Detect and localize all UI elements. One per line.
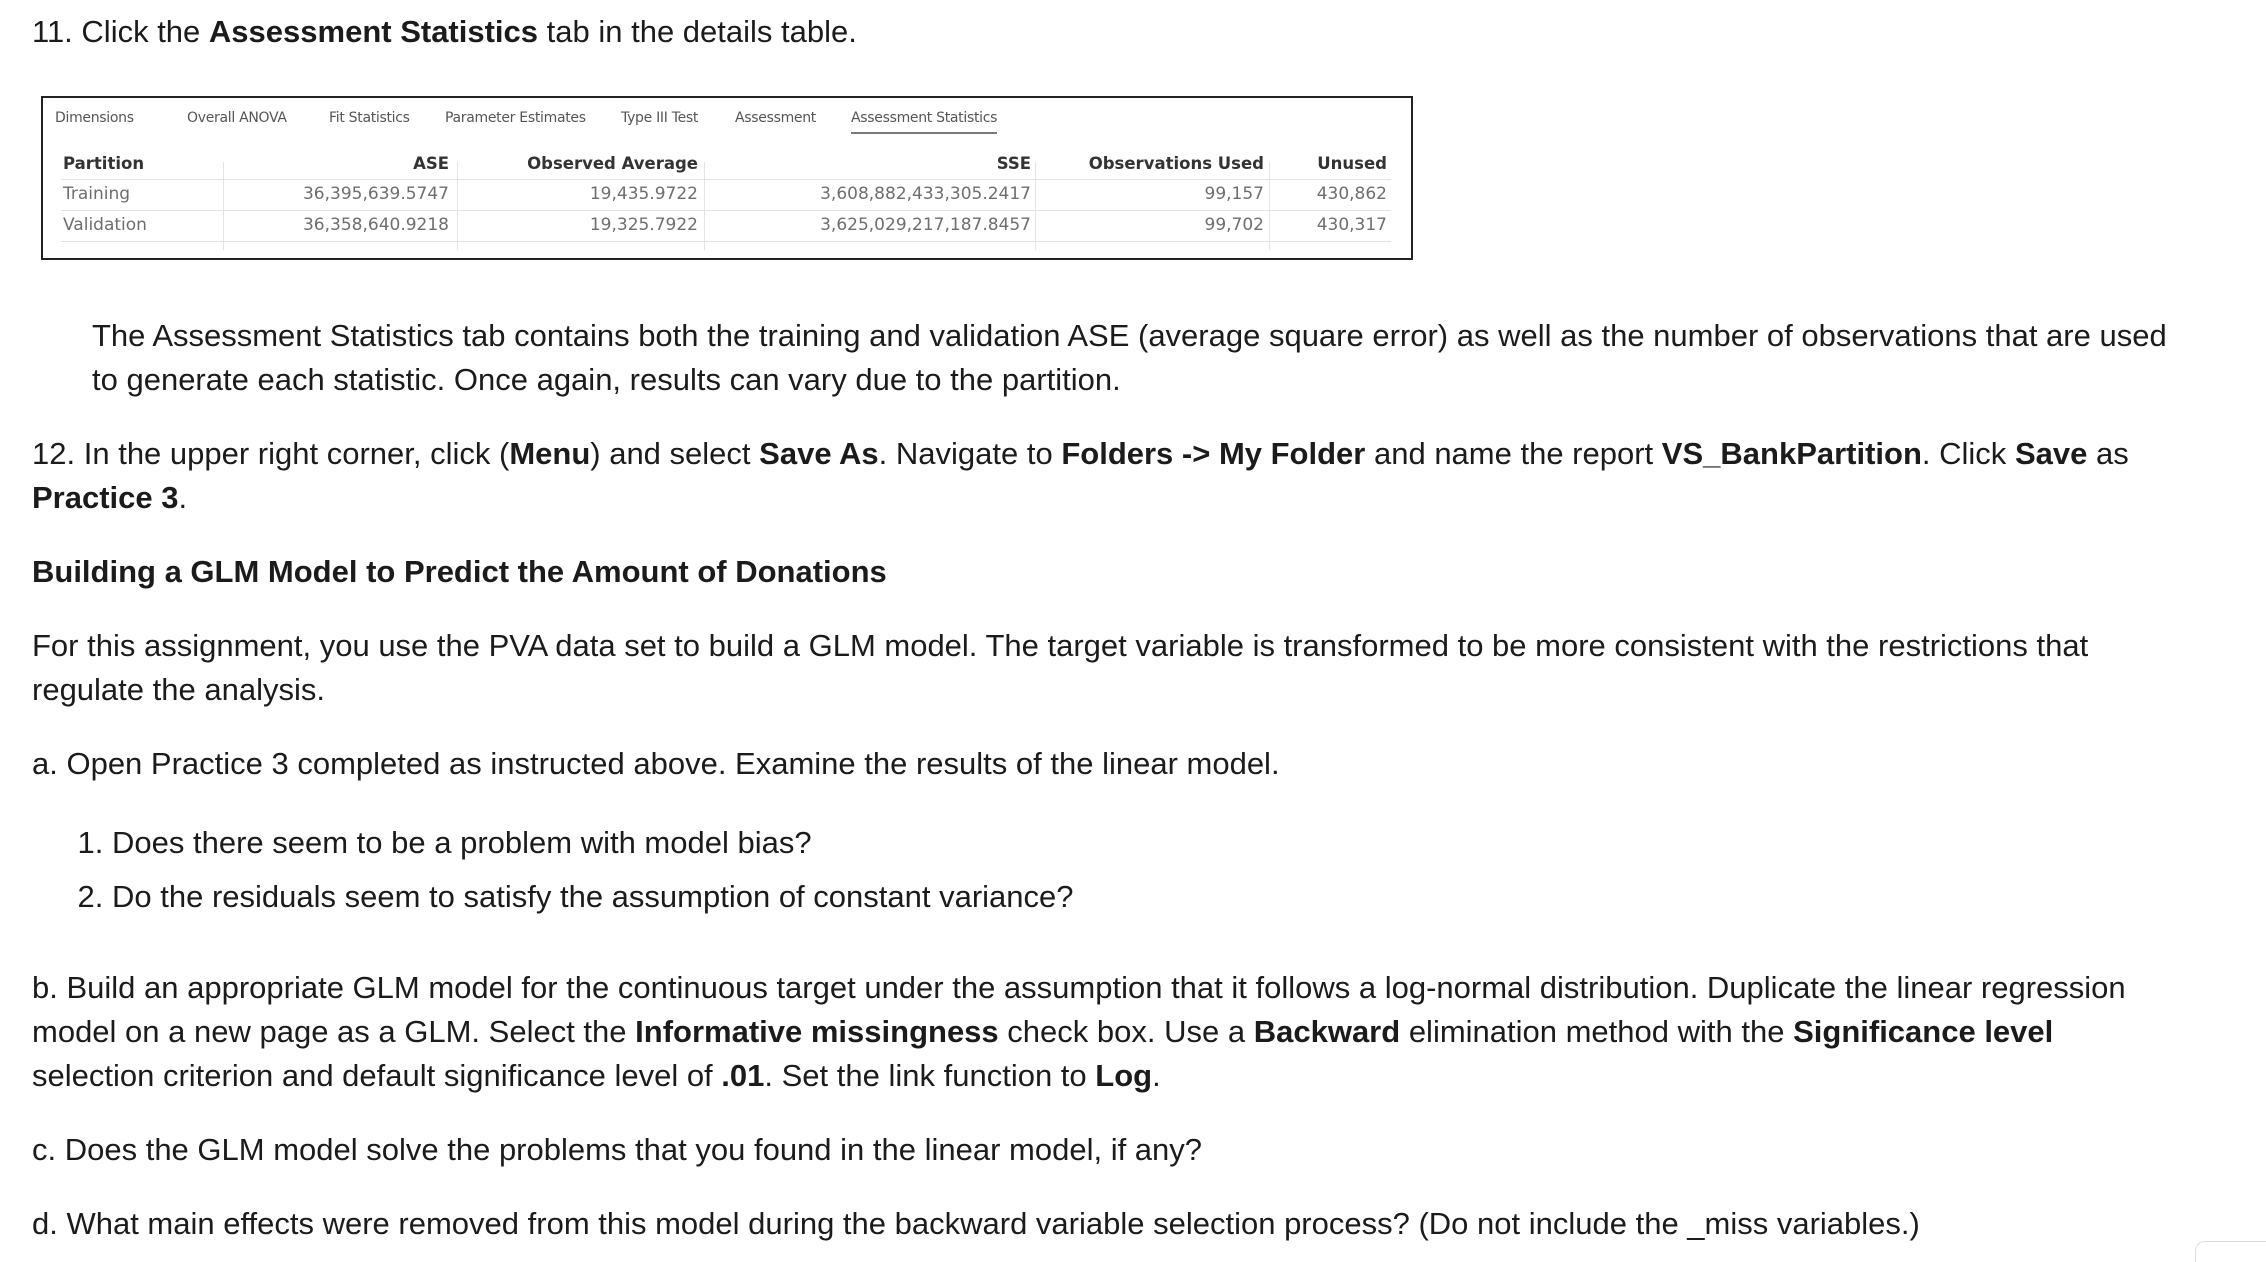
observations-used-cell: 99,702 bbox=[1204, 215, 1264, 235]
section-heading: Building a GLM Model to Predict the Amount of Donations bbox=[32, 554, 887, 589]
part-b-line-2: model on a new page as a GLM. Select the Informative missingness check box. Use a Backward elimination method with the Significance level bbox=[32, 1014, 2054, 1049]
report-name-term: VS_BankPartition bbox=[1661, 436, 1922, 471]
assessment-statistics-term: Assessment Statistics bbox=[208, 14, 539, 49]
partition-cell: Validation bbox=[63, 215, 147, 235]
column-header-observed-average[interactable]: Observed Average bbox=[527, 154, 698, 173]
part-c-question: c. Does the GLM model solve the problems that you found in the linear model, if any? bbox=[32, 1132, 1203, 1167]
menu-term: Menu bbox=[509, 436, 591, 471]
informative-missingness-term: Informative missingness bbox=[635, 1014, 999, 1049]
observations-used-cell: 99,157 bbox=[1204, 184, 1264, 204]
step-12-instruction-continued: Practice 3. bbox=[32, 480, 188, 515]
column-header-unused[interactable]: Unused bbox=[1317, 154, 1387, 173]
details-table-screenshot bbox=[41, 96, 1413, 260]
unused-cell: 430,862 bbox=[1316, 184, 1387, 204]
step-number: 11. bbox=[32, 14, 73, 49]
significance-value-term: .01 bbox=[721, 1058, 765, 1093]
unused-cell: 430,317 bbox=[1316, 215, 1387, 235]
tab-type-iii-test[interactable]: Type III Test bbox=[621, 110, 699, 126]
part-d-question: d. What main effects were removed from this model during the backward variable selection process? (Do not include the _miss variables.) bbox=[32, 1206, 1920, 1241]
backward-term: Backward bbox=[1253, 1014, 1401, 1049]
intro-paragraph-line-1: For this assignment, you use the PVA data set to build a GLM model. The target variable is transformed to be more consistent with the restrictions that bbox=[32, 628, 2089, 663]
observed-average-cell: 19,325.7922 bbox=[589, 215, 698, 235]
column-header-ase[interactable]: ASE bbox=[413, 154, 449, 173]
step-number: 12. bbox=[32, 436, 76, 471]
page-corner-decoration bbox=[2195, 1241, 2266, 1262]
table-header-row bbox=[61, 148, 1391, 180]
note-paragraph-line-2: to generate each statistic. Once again, results can vary due to the partition. bbox=[92, 362, 1121, 397]
column-header-partition[interactable]: Partition bbox=[63, 154, 145, 173]
save-term: Save bbox=[2014, 436, 2088, 471]
tab-parameter-estimates[interactable]: Parameter Estimates bbox=[445, 110, 586, 126]
save-as-term: Save As bbox=[759, 436, 879, 471]
tab-overall-anova[interactable]: Overall ANOVA bbox=[187, 110, 287, 126]
note-paragraph-line-1: The Assessment Statistics tab contains both the training and validation ASE (average square error) as well as the number of observations that are used bbox=[92, 318, 2167, 353]
intro-paragraph-line-2: regulate the analysis. bbox=[32, 672, 325, 707]
list-item: 2. Do the residuals seem to satisfy the assumption of constant variance? bbox=[112, 870, 1074, 924]
table-row[interactable] bbox=[61, 210, 1391, 242]
observed-average-cell: 19,435.9722 bbox=[589, 184, 698, 204]
step-12-instruction: 12. In the upper right corner, click (Menu) and select Save As. Navigate to Folders -> My Folder and name the report VS_BankPartition. Click Save as bbox=[32, 436, 2129, 471]
list-item: 1. Does there seem to be a problem with model bias? bbox=[112, 816, 1074, 870]
part-b-line-1: b. Build an appropriate GLM model for the continuous target under the assumption that it follows a log-normal distribution. Duplicate the linear regression bbox=[32, 970, 2126, 1005]
question-list bbox=[66, 816, 1074, 924]
column-header-sse[interactable]: SSE bbox=[996, 154, 1031, 173]
tab-assessment[interactable]: Assessment bbox=[735, 110, 816, 126]
column-header-observations-used[interactable]: Observations Used bbox=[1088, 154, 1264, 173]
folder-path-term: Folders -> My Folder bbox=[1061, 436, 1366, 471]
table-row[interactable] bbox=[61, 179, 1391, 211]
details-tab-bar bbox=[43, 98, 1411, 140]
part-a-instruction: a. Open Practice 3 completed as instructed above. Examine the results of the linear model. bbox=[32, 746, 1280, 781]
practice-name-term: Practice 3 bbox=[32, 480, 179, 515]
ase-cell: 36,395,639.5747 bbox=[302, 184, 449, 204]
step-11-instruction: 11. Click the Assessment Statistics tab in the details table. bbox=[32, 14, 857, 49]
tab-dimensions[interactable]: Dimensions bbox=[55, 110, 134, 126]
log-link-term: Log bbox=[1095, 1058, 1153, 1093]
ase-cell: 36,358,640.9218 bbox=[302, 215, 449, 235]
partition-cell: Training bbox=[63, 184, 131, 204]
significance-level-term: Significance level bbox=[1793, 1014, 2054, 1049]
tab-fit-statistics[interactable]: Fit Statistics bbox=[329, 110, 410, 126]
sse-cell: 3,625,029,217,187.8457 bbox=[820, 215, 1031, 235]
tab-assessment-statistics[interactable]: Assessment Statistics bbox=[851, 110, 997, 134]
sse-cell: 3,608,882,433,305.2417 bbox=[820, 184, 1031, 204]
part-b-line-3: selection criterion and default significance level of .01. Set the link function to Log. bbox=[32, 1058, 1161, 1093]
